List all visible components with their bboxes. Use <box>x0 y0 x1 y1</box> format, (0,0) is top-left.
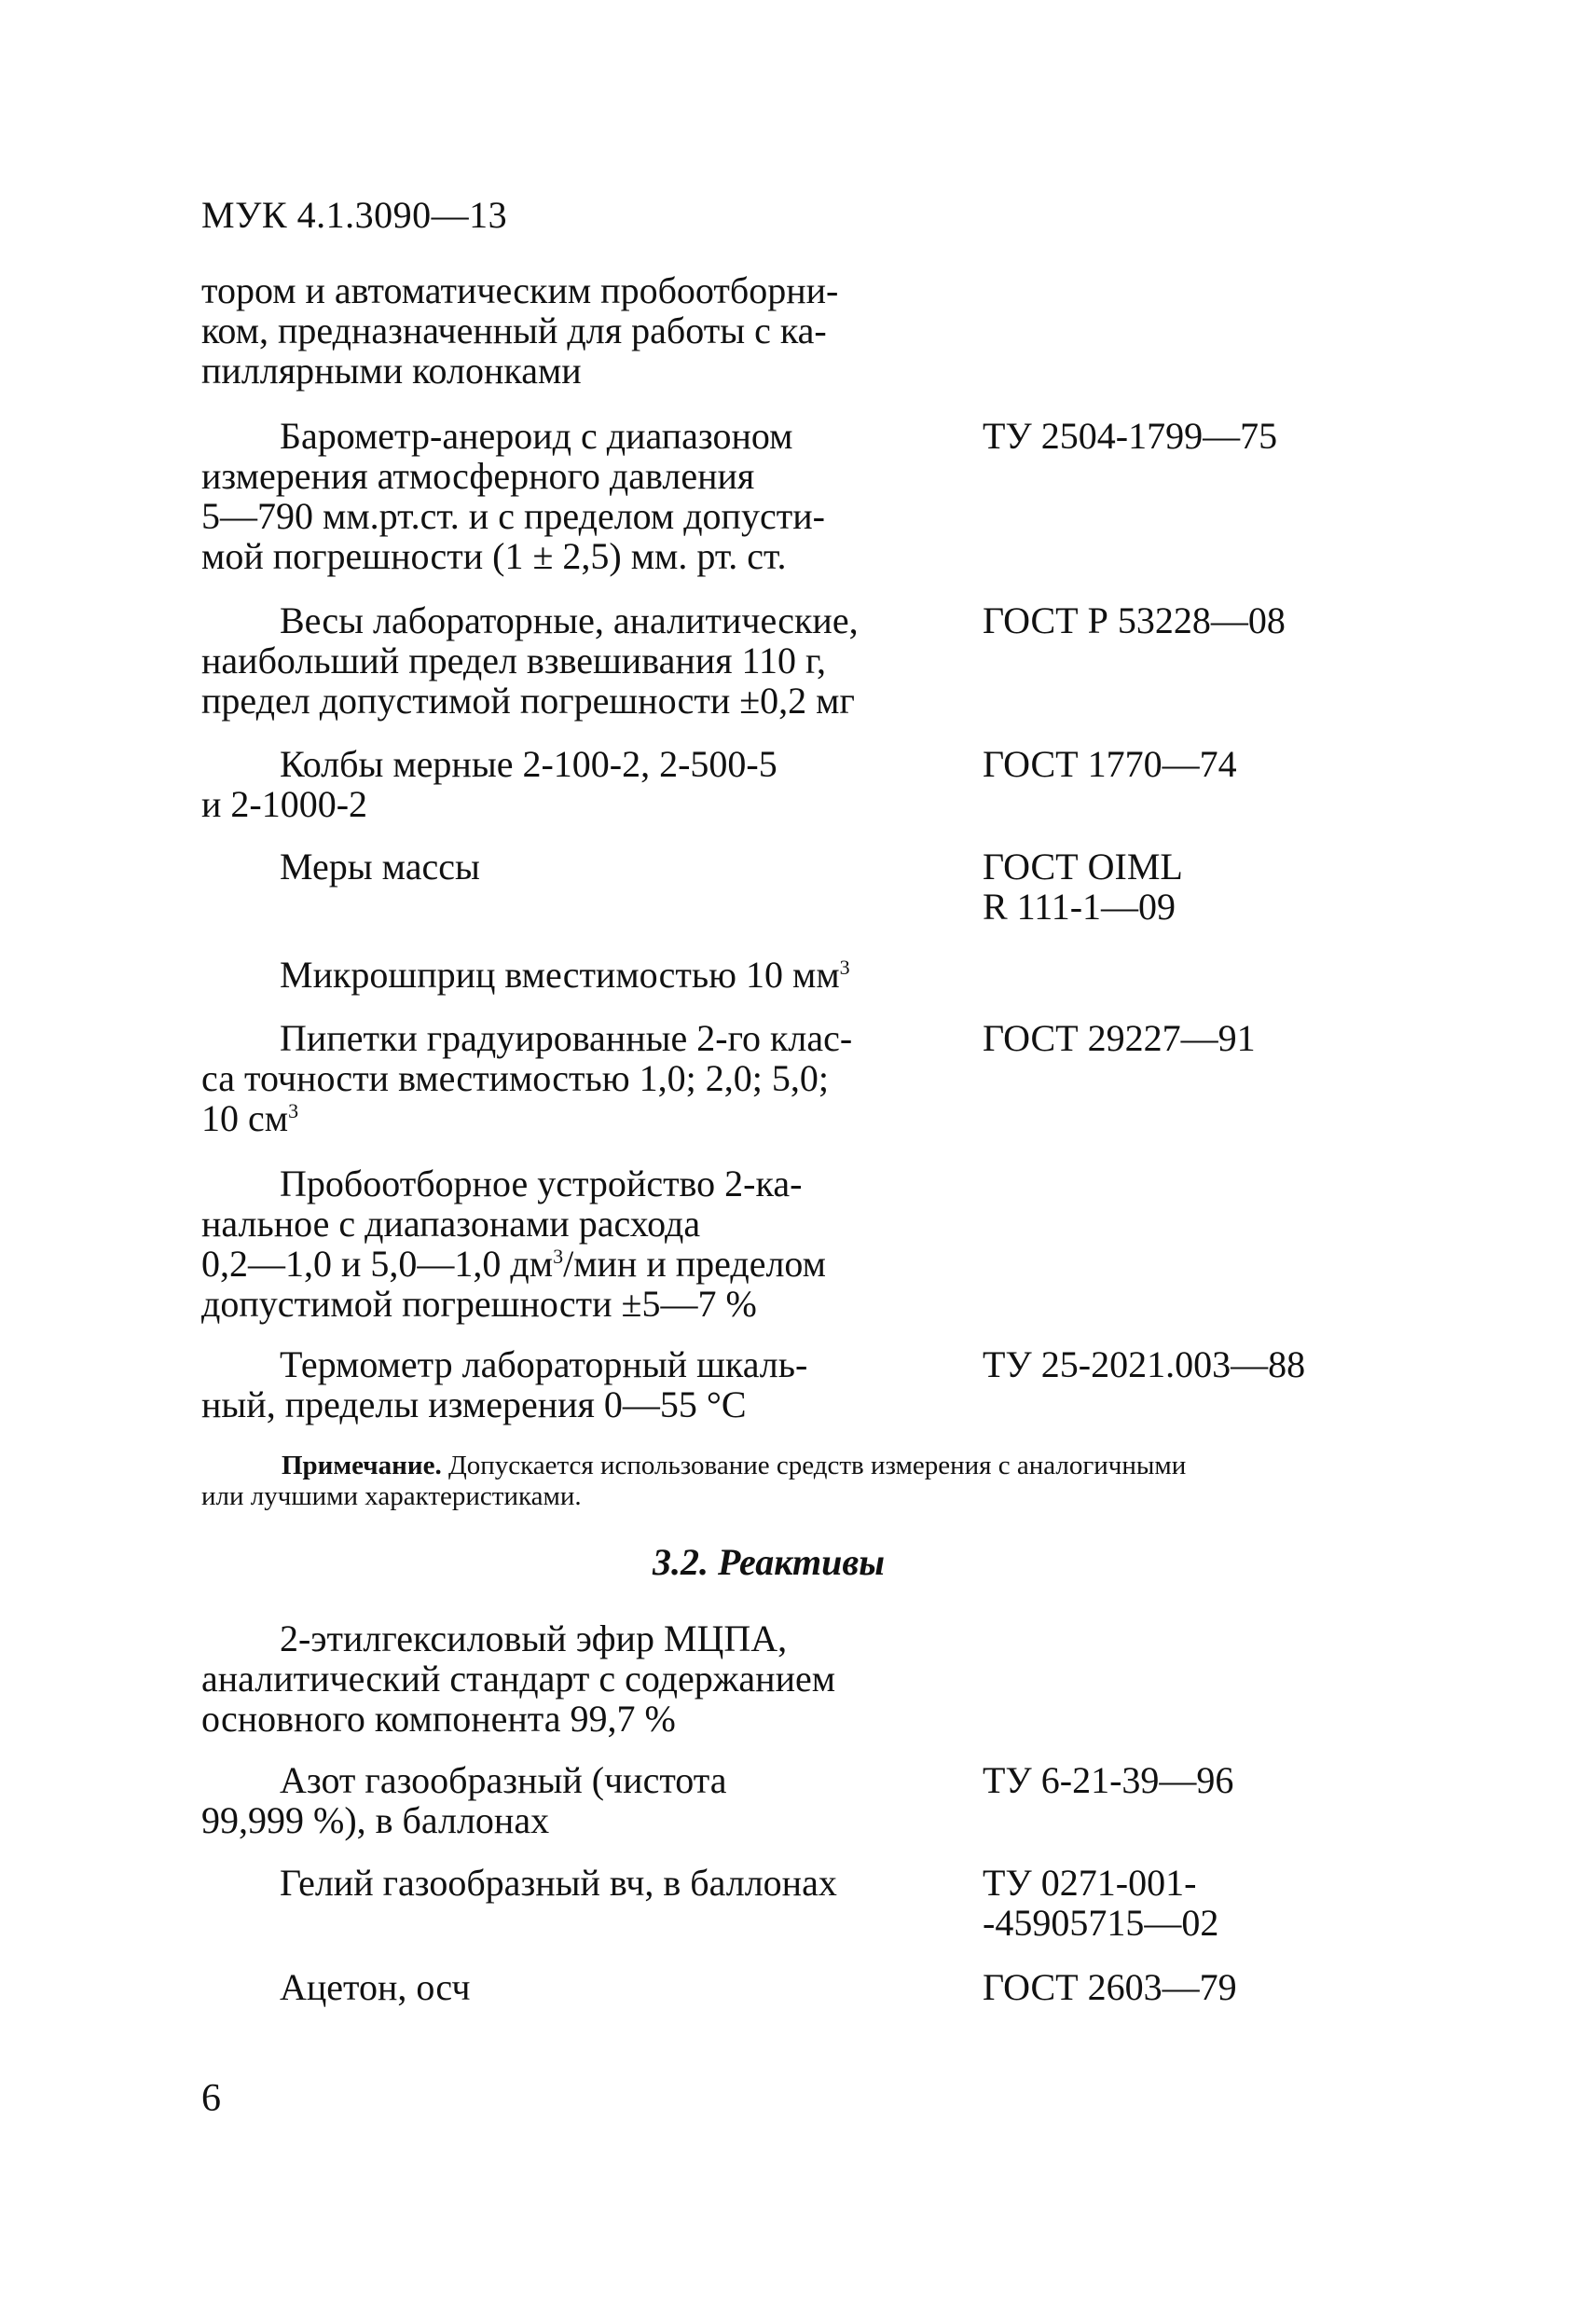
item-reference <box>983 846 1183 927</box>
item-line: тором и автоматическим пробоотборни- <box>201 269 839 311</box>
item-line: ком, предназначенный для работы с ка- <box>201 310 827 351</box>
item-line: Пипетки градуированные 2-го клас- <box>280 1017 853 1059</box>
reference-line: R 111-1—09 <box>983 886 1176 928</box>
list-item <box>201 600 1441 721</box>
reference-line: ТУ 2504-1799—75 <box>983 415 1278 457</box>
equipment-item-thermometer <box>201 1344 1441 1424</box>
item-reference <box>983 1018 1256 1058</box>
item-line: Ацетон, осч <box>280 1966 471 2008</box>
item-line: са точности вместимостью 1,0; 2,0; 5,0; <box>201 1057 829 1099</box>
note <box>201 1451 1400 1512</box>
item-line: измерения атмосферного давления <box>201 455 755 497</box>
page-number: 6 <box>201 2077 221 2120</box>
item-line: 0,2—1,0 и 5,0—1,0 $дм^3$/мин и пределом <box>201 1243 826 1285</box>
item-line: 10 $см^3$ <box>201 1097 299 1139</box>
reagent-item-acetone <box>201 1967 1441 2007</box>
item-line: и 2-1000-2 <box>201 783 368 825</box>
item-reference <box>983 1967 1237 2007</box>
item-description <box>201 270 919 391</box>
equipment-item-pipettes <box>201 1018 1441 1138</box>
document-header: МУК 4.1.3090—13 <box>201 194 508 236</box>
note-label: Примечание. <box>282 1451 442 1480</box>
item-reference <box>983 600 1286 640</box>
reference-line: ТУ 0271-001- <box>983 1862 1197 1904</box>
equipment-item-weights <box>201 846 1441 928</box>
item-description <box>201 1018 919 1138</box>
item-line: нальное с диапазонами расхода <box>201 1203 701 1245</box>
item-description <box>201 744 919 824</box>
reagent-item-nitrogen <box>201 1760 1441 1840</box>
item-reference <box>983 416 1277 456</box>
section-title: 3.2. Реактивы <box>653 1541 885 1583</box>
item-line: допустимой погрешности ±5—7 % <box>201 1283 757 1325</box>
item-reference <box>983 744 1237 784</box>
note-line: или лучшими характеристиками. <box>201 1481 582 1511</box>
item-reference <box>983 1344 1305 1384</box>
list-item <box>201 1760 1441 1840</box>
item-line: 5—790 мм.рт.ст. и с пределом допусти- <box>201 495 825 537</box>
list-item <box>201 846 1441 928</box>
item-description <box>201 846 919 887</box>
item-description <box>201 600 919 721</box>
list-item <box>201 1862 1441 1944</box>
item-line: Меры массы <box>280 846 480 888</box>
item-line: Пробоотборное устройство 2-ка- <box>280 1163 803 1204</box>
item-line: Термометр лабораторный шкаль- <box>280 1343 808 1385</box>
item-description <box>201 1618 919 1739</box>
equipment-item-sampler <box>201 1163 1441 1324</box>
list-item <box>201 955 1441 995</box>
item-reference <box>983 1863 1218 1943</box>
reference-line: -45905715—02 <box>983 1902 1219 1944</box>
list-item <box>201 744 1441 824</box>
list-item <box>201 1967 1441 2007</box>
reference-line: ГОСТ 2603—79 <box>983 1966 1237 2008</box>
item-line: аналитический стандарт с содержанием <box>201 1658 836 1700</box>
item-description <box>201 1863 919 1903</box>
reference-line: ГОСТ 1770—74 <box>983 743 1237 785</box>
reference-line: ТУ 25-2021.003—88 <box>983 1343 1306 1385</box>
equipment-item-flasks <box>201 744 1441 824</box>
item-line: Азот газообразный (чистота <box>280 1759 727 1801</box>
equipment-item-barometer <box>201 416 1441 576</box>
item-description <box>201 1163 919 1324</box>
item-line: предел допустимой погрешности ±0,2 мг <box>201 680 855 722</box>
reference-line: ГОСТ OIML <box>983 846 1183 888</box>
item-line: 2-этилгексиловый эфир МЦПА, <box>280 1617 788 1659</box>
list-item <box>201 1618 1441 1739</box>
item-line: Гелий газообразный вч, в баллонах <box>280 1862 837 1904</box>
reagent-item-mcpa-ester <box>201 1618 1441 1739</box>
note-line <box>282 1451 1400 1481</box>
item-description <box>201 1760 919 1840</box>
item-line: 99,999 %), в баллонах <box>201 1799 550 1841</box>
equipment-item-microsyringe <box>201 955 1441 995</box>
list-item <box>201 1344 1441 1424</box>
reagent-item-helium <box>201 1862 1441 1944</box>
list-item <box>201 1018 1441 1138</box>
item-line: основного компонента 99,7 % <box>201 1698 676 1740</box>
equipment-list <box>201 269 1441 392</box>
equipment-item-scales <box>201 600 1441 721</box>
item-line: Весы лабораторные, аналитические, <box>280 599 859 641</box>
item-line: Микрошприц вместимостью 10 $мм^3$ <box>280 954 850 996</box>
reference-line: ТУ 6-21-39—96 <box>983 1759 1234 1801</box>
item-description <box>201 1344 919 1424</box>
item-line: Колбы мерные 2-100-2, 2-500-5 <box>280 743 777 785</box>
list-item <box>201 1163 1441 1324</box>
item-line: Барометр-анероид с диапазоном <box>280 415 793 457</box>
note-text: Допускается использование средств измерения с аналогичными <box>441 1451 1187 1480</box>
reference-line: ГОСТ 29227—91 <box>983 1017 1256 1059</box>
item-reference <box>983 1760 1233 1800</box>
item-description <box>201 416 919 576</box>
item-line: ный, пределы измерения 0—55 °С <box>201 1383 747 1425</box>
item-description <box>201 955 919 995</box>
list-item <box>201 269 1441 392</box>
list-item <box>201 416 1441 576</box>
reference-line: ГОСТ Р 53228—08 <box>983 599 1286 641</box>
item-description <box>201 1967 919 2007</box>
item-line: наибольший предел взвешивания 110 г, <box>201 640 826 681</box>
item-line: пиллярными колонками <box>201 350 582 392</box>
item-line: мой погрешности (1 ± 2,5) мм. рт. ст. <box>201 535 787 577</box>
